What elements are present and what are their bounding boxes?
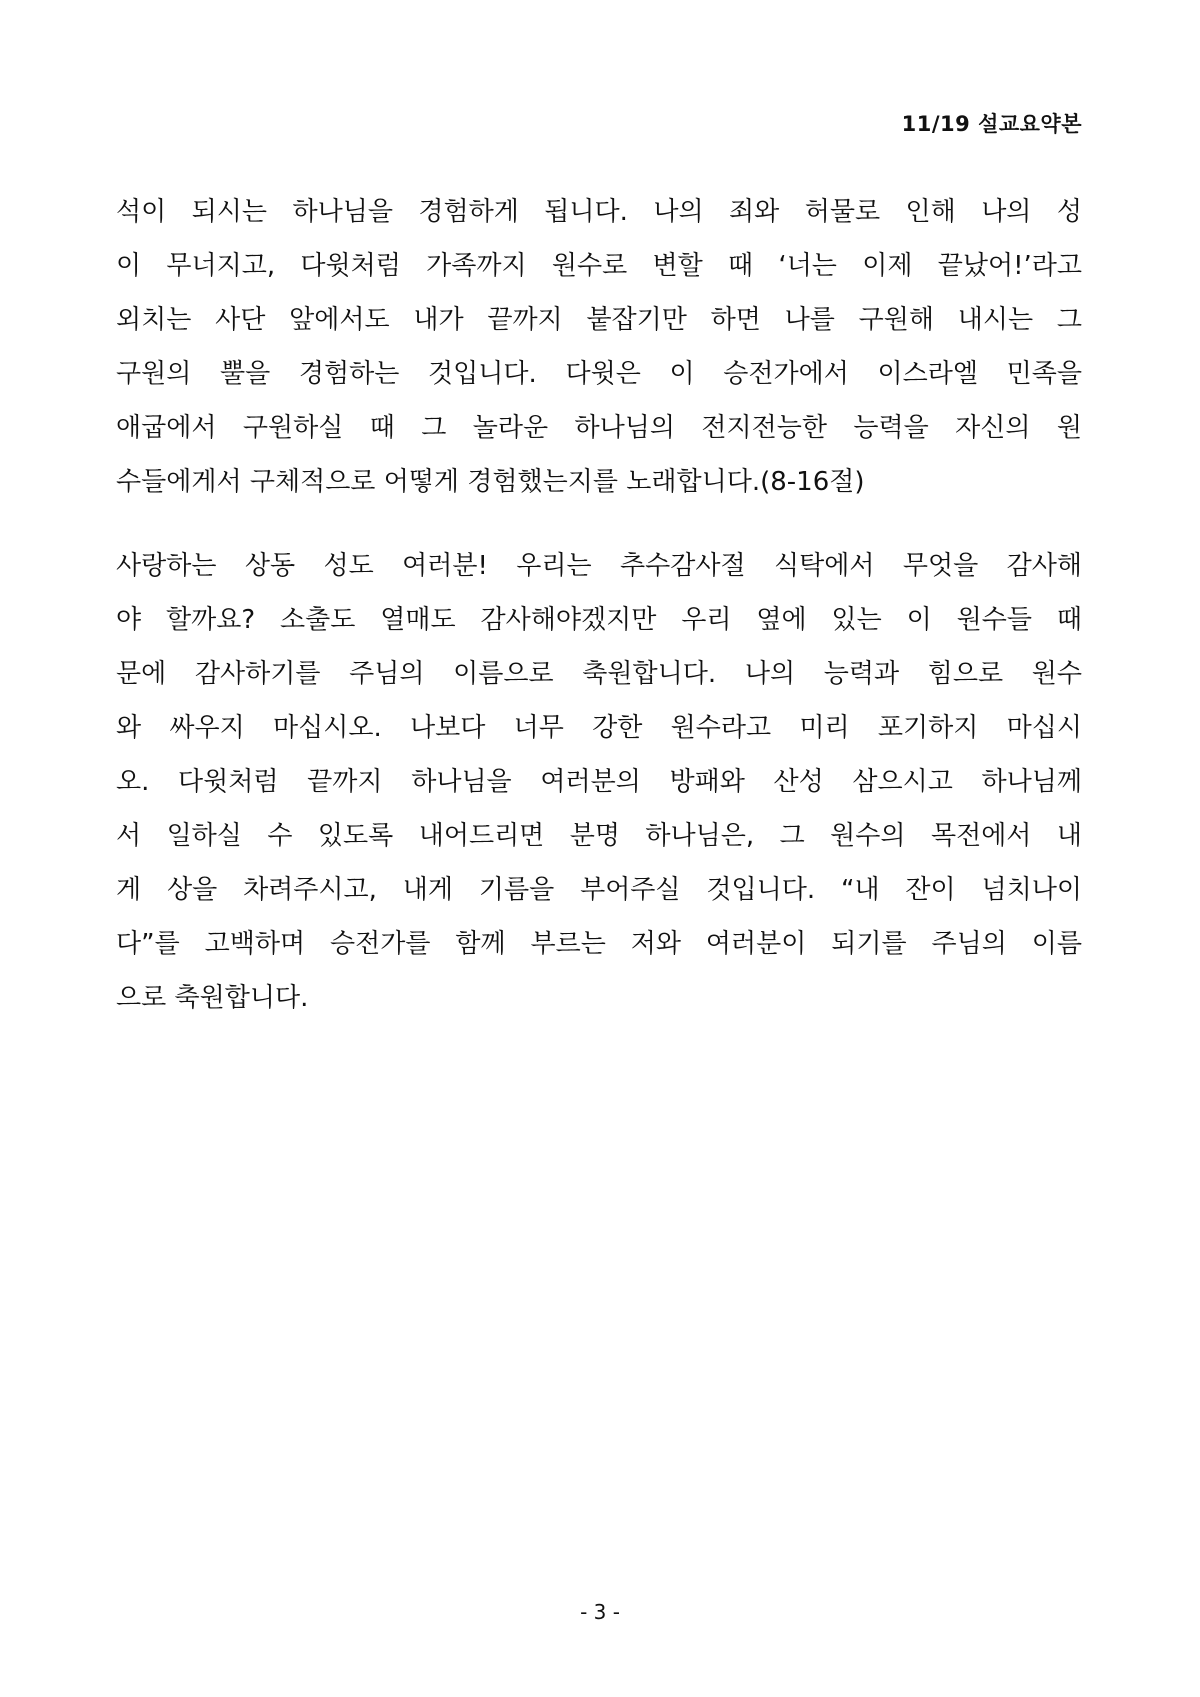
page-number: - 3 -	[580, 1600, 620, 1624]
document-body	[116, 185, 1082, 1025]
text-line: 문에 감사하기를 주님의 이름으로 축원합니다. 나의 능력과 힘으로 원수	[116, 659, 1082, 689]
paragraph-1	[116, 185, 1082, 509]
text-line: 이 무너지고, 다윗처럼 가족까지 원수로 변할 때 ‘너는 이제 끝났어!’라고	[116, 251, 1082, 281]
text-line: 사랑하는 상동 성도 여러분! 우리는 추수감사절 식탁에서 무엇을 감사해	[116, 551, 1082, 581]
text-line: 수들에게서 구체적으로 어떻게 경험했는지를 노래합니다.(8-16절)	[116, 467, 865, 497]
document-header-title: 11/19 설교요약본	[901, 112, 1082, 136]
text-line: 석이 되시는 하나님을 경험하게 됩니다. 나의 죄와 허물로 인해 나의 성	[116, 197, 1082, 227]
paragraph-2	[116, 539, 1082, 1025]
text-line: 외치는 사단 앞에서도 내가 끝까지 붙잡기만 하면 나를 구원해 내시는 그	[116, 305, 1082, 335]
text-line: 와 싸우지 마십시오. 나보다 너무 강한 원수라고 미리 포기하지 마십시	[116, 713, 1082, 743]
text-line: 게 상을 차려주시고, 내게 기름을 부어주실 것입니다. “내 잔이 넘치나이	[116, 875, 1082, 905]
text-line: 서 일하실 수 있도록 내어드리면 분명 하나님은, 그 원수의 목전에서 내	[116, 821, 1082, 851]
text-line: 오. 다윗처럼 끝까지 하나님을 여러분의 방패와 산성 삼으시고 하나님께	[116, 767, 1082, 797]
text-line: 으로 축원합니다.	[116, 983, 309, 1013]
text-line: 야 할까요? 소출도 열매도 감사해야겠지만 우리 옆에 있는 이 원수들 때	[116, 605, 1082, 635]
text-line: 구원의 뿔을 경험하는 것입니다. 다윗은 이 승전가에서 이스라엘 민족을	[116, 359, 1082, 389]
text-line: 다”를 고백하며 승전가를 함께 부르는 저와 여러분이 되기를 주님의 이름	[116, 929, 1082, 959]
text-line: 애굽에서 구원하실 때 그 놀라운 하나님의 전지전능한 능력을 자신의 원	[116, 413, 1082, 443]
